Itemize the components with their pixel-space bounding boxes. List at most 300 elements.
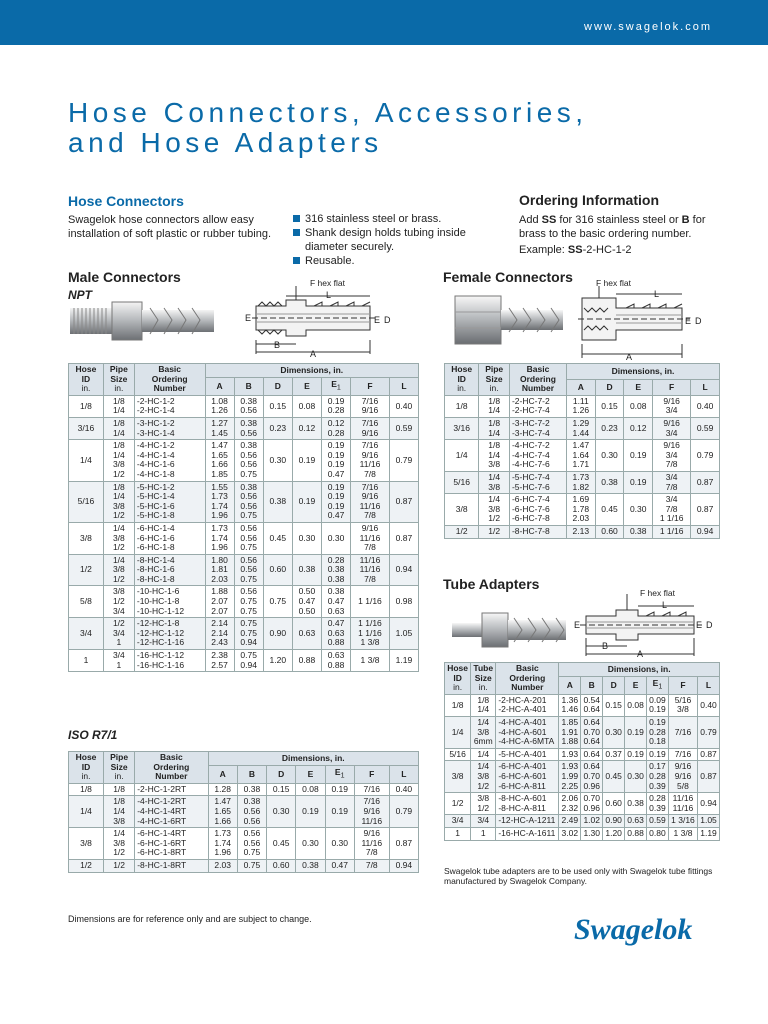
cell-line: 0.64	[583, 736, 600, 747]
cell-line: 1/8	[455, 400, 468, 411]
cell-line: 1.82	[572, 481, 590, 492]
cell-line: 0.94	[240, 637, 257, 648]
cell-dim-e1	[322, 440, 351, 481]
cell-line: 1.88	[561, 736, 579, 747]
cell-dim-a	[566, 417, 595, 439]
cell-line: 1.36	[561, 694, 579, 705]
cell-line: 1.66	[214, 815, 231, 826]
cell-line: 0.50	[298, 586, 316, 597]
cell-line: 0.88	[327, 659, 345, 670]
cell-line: 0.18	[649, 736, 666, 747]
cell-line: 1	[116, 659, 122, 670]
cell-dim-f	[668, 748, 697, 761]
col-dim-e	[624, 379, 653, 395]
cell-dim-a	[559, 694, 581, 716]
header-text: F	[367, 380, 373, 391]
header-text: F	[369, 768, 375, 779]
cell-line: 3/4	[665, 449, 678, 460]
cell-line: 0.19	[302, 805, 319, 816]
cell-line: 7/8	[665, 459, 678, 470]
ordering-bold: SS	[541, 214, 557, 226]
cell-dim-d	[603, 761, 625, 793]
cell-line: 0.08	[629, 400, 647, 411]
cell-size	[479, 440, 510, 472]
cell-line: 1.45	[211, 427, 228, 438]
cell-line: 1/4	[80, 805, 92, 816]
header-text: D	[606, 381, 613, 392]
cell-dim-a	[205, 650, 234, 672]
cell-line: 3/8	[477, 726, 490, 737]
cell-dim-e	[625, 694, 647, 716]
cell-line: 1/8	[477, 694, 490, 705]
header-text: Tube	[473, 663, 494, 673]
cell-dim-l	[698, 694, 720, 716]
cell-line: 1/2	[477, 780, 490, 791]
cell-line: 0.79	[696, 449, 714, 460]
cell-line: 0.19	[649, 716, 666, 727]
cell-line: 3/8	[112, 586, 125, 597]
cell-line: 0.17	[649, 761, 666, 772]
cell-line: 0.59	[649, 815, 666, 826]
cell-line: 1/2	[112, 618, 125, 629]
cell-line: -12-HC-1-16	[136, 637, 185, 648]
cell-line: 9/16	[674, 770, 692, 781]
cell-line: 1 3/16	[671, 815, 695, 826]
cell-ordering-number	[134, 395, 205, 417]
cell-dim-l	[691, 417, 720, 439]
cell-line: 7/16	[674, 748, 692, 759]
cell-line: 1/2	[112, 542, 125, 553]
header-text: ID	[81, 761, 91, 772]
cell-line: -8-HC-A-601	[498, 793, 547, 804]
cell-dim-l	[691, 471, 720, 493]
cell-dim-f	[653, 440, 691, 472]
cell-line: 1/4	[113, 805, 126, 816]
cell-dim-e1	[647, 793, 669, 815]
cell-line: 0.38	[627, 797, 644, 808]
header-sub: 1	[336, 383, 341, 392]
cell-dim-b	[237, 783, 266, 796]
cell-dim-a	[208, 828, 237, 860]
table-row	[69, 395, 419, 417]
cell-line: 0.94	[700, 797, 717, 808]
shank-section	[508, 620, 566, 640]
cell-line: -4-HC-7-2	[511, 440, 550, 451]
cell-ordering-number	[496, 761, 559, 793]
cell-line: 0.45	[269, 532, 287, 543]
cell-line: 1/4	[112, 427, 125, 438]
cell-line: 0.15	[601, 400, 618, 411]
cell-hose-id	[69, 522, 104, 554]
cell-size	[479, 494, 510, 526]
cell-line: 0.56	[240, 405, 257, 416]
cell-dim-l	[698, 815, 720, 828]
cell-line: 0.56	[240, 586, 257, 597]
col-dim-l	[389, 377, 418, 395]
col-dim-b	[237, 765, 266, 783]
cell-line: 0.56	[240, 554, 257, 565]
cell-line: 3/8	[112, 532, 125, 543]
cell-line: 0.79	[395, 805, 413, 816]
cell-dim-e1	[325, 859, 354, 872]
cell-line: 7/8	[364, 573, 376, 584]
cell-dim-a	[566, 525, 595, 538]
cell-line: 2.57	[211, 659, 228, 670]
cell-line: 1/4	[451, 726, 464, 737]
cell-line: -4-HC-A-401	[498, 716, 547, 727]
cell-line: 0.23	[601, 422, 618, 433]
cell-dim-l	[698, 748, 720, 761]
cell-line: 0.56	[240, 427, 257, 438]
cell-dim-e	[296, 796, 325, 828]
cell-line: 0.56	[240, 459, 257, 470]
cell-dim-f	[668, 761, 697, 793]
cell-line: 0.88	[298, 654, 316, 665]
male-connector-photo	[68, 288, 218, 350]
cell-line: 7/8	[364, 510, 376, 521]
cell-line: 3/8	[477, 793, 490, 804]
table-row	[69, 828, 419, 860]
cell-line: -5-HC-1-8	[136, 510, 175, 521]
cell-line: 0.30	[605, 726, 622, 737]
header-text: E	[304, 380, 310, 391]
cell-size	[104, 828, 135, 860]
cell-dim-d	[263, 440, 292, 481]
example-bold: SS	[567, 244, 583, 256]
cell-line: 0.19	[649, 748, 666, 759]
cell-line: -10-HC-1-8	[136, 596, 180, 607]
cell-size	[103, 586, 134, 618]
cell-line: 2.03	[214, 859, 231, 870]
cell-dim-f	[351, 481, 390, 522]
cell-line: 0.30	[327, 532, 345, 543]
cell-hose-id	[69, 554, 104, 586]
cell-line: 1	[480, 827, 486, 838]
cell-dim-f	[351, 417, 390, 439]
cell-size	[103, 554, 134, 586]
cell-line: 0.70	[583, 770, 600, 781]
cell-dim-f	[668, 793, 697, 815]
cell-line: 3/4	[477, 815, 490, 826]
cell-dim-e	[625, 716, 647, 748]
cell-line: -2-HC-7-4	[511, 405, 550, 416]
col-hose-id	[445, 364, 479, 396]
cell-dim-a	[205, 440, 234, 481]
table-row	[69, 859, 419, 872]
cell-dim-l	[389, 554, 418, 586]
tube-adapters-heading: Tube Adapters	[443, 576, 540, 592]
cell-line: 1/4	[488, 405, 501, 416]
cell-line: 3/4	[665, 427, 678, 438]
cell-line: 1.30	[583, 827, 600, 838]
cell-line: 0.08	[298, 400, 316, 411]
header-text: Dimensions, in.	[607, 663, 671, 674]
cell-line: 0.75	[240, 650, 257, 661]
cell-dim-e	[624, 440, 653, 472]
col-dim-l	[691, 379, 720, 395]
cell-dim-f	[351, 440, 390, 481]
cell-line: 0.56	[243, 837, 261, 848]
cell-line: 0.15	[272, 783, 290, 794]
cell-line: 0.75	[240, 596, 257, 607]
cell-line: 0.12	[327, 417, 345, 428]
cell-dim-d	[603, 815, 625, 828]
cell-line: 0.75	[240, 510, 257, 521]
col-dim-a	[205, 377, 234, 395]
shank-section	[501, 310, 563, 330]
cell-line: -6-HC-7-4	[511, 494, 550, 505]
cell-line: 1.73	[211, 491, 228, 502]
cell-line: 5/16	[453, 476, 470, 487]
cell-line: 9/16	[663, 417, 680, 428]
cell-dim-d	[603, 716, 625, 748]
cell-size	[471, 761, 496, 793]
cell-line: 0.47	[327, 468, 345, 479]
col-dim-d	[595, 379, 624, 395]
cell-dim-l	[691, 525, 720, 538]
cell-line: 1/8	[112, 481, 125, 492]
cell-line: 3/8	[80, 837, 92, 848]
cell-line: 7/16	[361, 417, 379, 428]
cell-line: -4-HC-1-8	[136, 468, 175, 479]
cell-ordering-number	[496, 827, 559, 840]
cell-line: 1/4	[113, 828, 126, 839]
ordering-text-part: Add	[519, 214, 542, 226]
cell-dim-b	[234, 586, 263, 618]
cell-ordering-number	[509, 440, 566, 472]
female-connector-diagram	[572, 278, 722, 360]
cell-hose-id	[445, 395, 479, 417]
cell-dim-e	[292, 618, 321, 650]
cell-size	[103, 440, 134, 481]
cell-line: 0.75	[240, 618, 257, 629]
header-text: L	[705, 679, 712, 690]
cell-line: 2.49	[561, 815, 579, 826]
cell-line: 5/16	[77, 495, 95, 506]
npt-dimensions-table	[68, 363, 419, 672]
cell-dim-e1	[322, 395, 351, 417]
cell-line: 1.80	[211, 554, 228, 565]
cell-line: 1.74	[214, 837, 231, 848]
cell-line: 0.47	[327, 596, 345, 607]
cell-dim-l	[389, 859, 418, 872]
cell-line: -3-HC-7-4	[511, 427, 550, 438]
cell-line: 9/16	[361, 427, 379, 438]
cell-line: 0.75	[243, 847, 261, 858]
cell-line: 1/8	[113, 783, 126, 794]
cell-line: 9/16	[674, 761, 692, 772]
e1-label: E	[574, 620, 581, 630]
cell-line: 0.38	[269, 495, 287, 506]
cell-line: 0.38	[243, 783, 261, 794]
cell-dim-d	[263, 586, 292, 618]
cell-line: 5/8	[677, 780, 689, 791]
cell-line: -6-HC-A-401	[498, 761, 547, 772]
table-row	[69, 650, 419, 672]
cell-line: -16-HC-1-12	[136, 650, 185, 661]
title-line-1: Hose Connectors, Accessories,	[68, 97, 588, 128]
cell-line: 1	[455, 827, 460, 838]
cell-line: 0.08	[302, 783, 319, 794]
cell-dim-e	[292, 440, 321, 481]
cell-line: 0.19	[649, 704, 666, 715]
female-dimensions-table	[444, 363, 720, 539]
cell-line: -8-HC-1-6	[136, 564, 175, 575]
cell-dim-a	[566, 395, 595, 417]
cell-hose-id	[69, 440, 104, 481]
cell-line: 11/16	[672, 802, 694, 813]
cell-ordering-number	[134, 650, 205, 672]
cell-dim-f	[653, 417, 691, 439]
cell-hose-id	[445, 440, 479, 472]
cell-line: 3/4	[451, 815, 464, 826]
cell-ordering-number	[496, 748, 559, 761]
cell-line: 0.40	[700, 699, 717, 710]
cell-hose-id	[445, 793, 471, 815]
col-hose-id	[69, 364, 104, 396]
header-text: Ordering	[153, 761, 190, 772]
header-text: Basic	[160, 752, 183, 762]
cell-ordering-number	[134, 554, 205, 586]
header-text: Dimensions, in.	[281, 752, 345, 763]
header-text: A	[577, 381, 584, 392]
cell-dim-l	[389, 796, 418, 828]
cell-dim-f	[653, 525, 691, 538]
cell-line: 0.12	[298, 422, 316, 433]
cell-line: -2-HC-A-401	[498, 704, 547, 715]
cell-line: 1 1/16	[358, 596, 382, 607]
cell-line: 1/2	[477, 802, 490, 813]
header-text: Pipe	[485, 364, 504, 374]
cell-line: 1.28	[214, 783, 231, 794]
cell-line: 1 1/16	[659, 525, 684, 536]
cell-line: 3/4	[665, 471, 678, 482]
cell-line: -5-HC-7-6	[511, 481, 550, 492]
header-text: Number	[155, 771, 188, 782]
site-url[interactable]: www.swagelok.com	[584, 21, 712, 33]
header-text: Basic	[526, 364, 550, 374]
cell-line: 1/4	[477, 761, 490, 772]
cell-hose-id	[69, 618, 104, 650]
col-dim-e1	[647, 676, 669, 694]
cell-line: 1.78	[572, 503, 590, 514]
cell-line: 0.63	[627, 815, 644, 826]
cell-line: 0.94	[395, 859, 413, 870]
header-text: Pipe	[110, 752, 129, 762]
col-dim-e	[625, 676, 647, 694]
cell-dim-f	[668, 694, 697, 716]
d-label: D	[384, 315, 391, 325]
cell-line: 11/16	[361, 815, 383, 826]
header-text: Pipe	[109, 364, 128, 374]
cell-line: 0.56	[243, 815, 261, 826]
l-label: L	[326, 290, 332, 300]
cell-line: 0.38	[240, 481, 257, 492]
col-ordering-number	[134, 364, 205, 396]
header-text: B	[588, 679, 595, 690]
col-dimensions	[566, 364, 719, 380]
cell-line: -6-HC-7-8	[511, 513, 550, 524]
cell-dim-e	[292, 586, 321, 618]
cell-line: 0.12	[629, 422, 647, 433]
cell-dim-e	[625, 827, 647, 840]
cell-line: -6-HC-1-8RT	[137, 847, 187, 858]
cell-line: 0.30	[298, 532, 316, 543]
cell-line: 0.75	[240, 605, 257, 616]
cell-line: 7/8	[665, 481, 678, 492]
cell-hose-id	[69, 395, 104, 417]
cell-line: 3/8	[488, 481, 501, 492]
cell-line: 1.46	[561, 704, 579, 715]
e-label: E	[685, 316, 692, 326]
cell-dim-d	[263, 650, 292, 672]
cell-line: 0.64	[583, 761, 600, 772]
cell-line: 0.56	[240, 532, 257, 543]
cell-line: 0.19	[327, 481, 345, 492]
cell-line: 0.88	[327, 637, 345, 648]
header-bar	[0, 0, 768, 45]
col-dim-f	[351, 377, 390, 395]
cell-line: 1.91	[561, 726, 579, 737]
col-dim-e	[292, 377, 321, 395]
cell-dim-l	[389, 650, 418, 672]
header-text: Hose	[75, 752, 97, 762]
table-row	[445, 494, 720, 526]
col-dim-a	[559, 676, 581, 694]
cell-dim-e	[624, 395, 653, 417]
cell-line: -4-HC-1-4RT	[137, 805, 187, 816]
hex-section	[482, 613, 508, 647]
cell-dim-l	[389, 618, 418, 650]
cell-line: 0.09	[649, 694, 666, 705]
cell-line: 0.80	[649, 827, 666, 838]
cell-line: -4-HC-7-4	[511, 449, 550, 460]
cell-line: 1/4	[488, 449, 501, 460]
cell-line: 0.56	[240, 522, 257, 533]
header-text: D	[610, 679, 617, 690]
cell-dim-e	[624, 494, 653, 526]
cell-line: 0.19	[331, 783, 348, 794]
cell-line: 0.38	[629, 525, 647, 536]
cell-line: 1/4	[488, 471, 501, 482]
cell-line: 7/8	[365, 847, 378, 858]
cell-line: 0.75	[240, 573, 257, 584]
cell-line: 1.93	[561, 761, 579, 772]
cell-hose-id	[69, 481, 104, 522]
col-pipe-size	[103, 364, 134, 396]
cell-line: 0.64	[583, 716, 600, 727]
cell-line: 1/8	[80, 400, 92, 411]
female-connector-photo	[453, 290, 568, 350]
cell-dim-a	[559, 793, 581, 815]
cell-line: 1/4	[488, 494, 501, 505]
hose-connectors-heading: Hose Connectors	[68, 193, 184, 209]
col-dim-b	[234, 377, 263, 395]
male-connectors-heading: Male Connectors	[68, 269, 181, 285]
header-text: ID	[81, 373, 91, 384]
cell-dim-e	[296, 783, 325, 796]
header-text: Size	[485, 373, 503, 384]
cell-dim-a	[566, 440, 595, 472]
cell-line: 0.60	[269, 564, 287, 575]
cell-line: 0.19	[627, 726, 644, 737]
cell-dim-a	[559, 761, 581, 793]
cell-dim-f	[351, 650, 390, 672]
cell-line: -2-HC-1-2RT	[137, 783, 187, 794]
cell-ordering-number	[509, 525, 566, 538]
cell-line: 0.47	[327, 510, 345, 521]
cell-line: 2.25	[561, 780, 579, 791]
